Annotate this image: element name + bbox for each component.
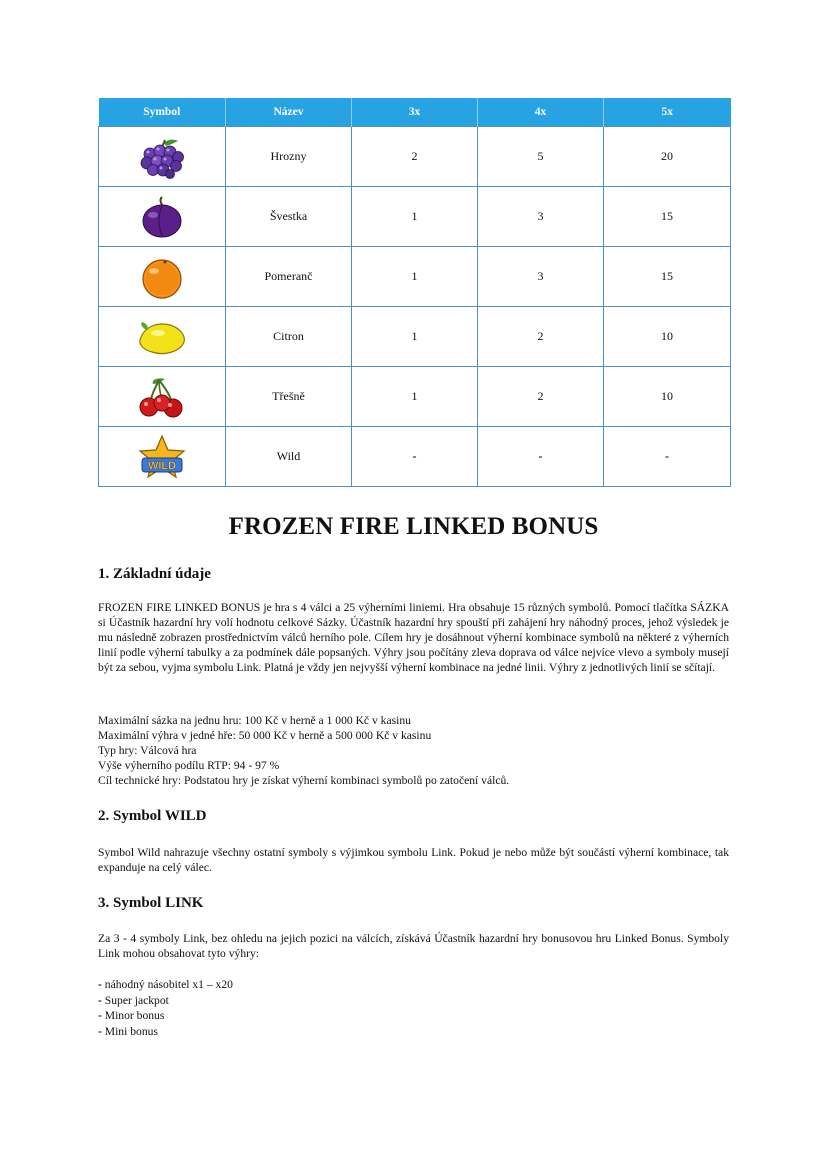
payout-4x: 5: [478, 127, 604, 187]
symbol-name: Wild: [226, 427, 352, 487]
list-item: - Super jackpot: [98, 993, 169, 1007]
fact-max-win: Maximální výhra v jedné hře: 50 000 Kč v herně a 500 000 Kč v kasinu: [98, 729, 432, 742]
table-row: [99, 367, 731, 427]
grapes-icon: [138, 137, 186, 179]
payout-4x: -: [478, 427, 604, 487]
table-row: [99, 307, 731, 367]
payout-4x: 2: [478, 367, 604, 427]
col-header-symbol: Symbol: [99, 98, 226, 127]
payout-3x: 1: [352, 367, 478, 427]
section-basic-paragraph: FROZEN FIRE LINKED BONUS je hra s 4 válci a 25 výherními liniemi. Hra obsahuje 15 různých symbolů. Pomocí tlačítka SÁZKA si Účastník hazardní hry volí hodnotu celkové Sázky. Účastník hazardní hry spouští při zahájení hry náhodný proces, jehož výsledek je mu následně zobrazen prostřednictvím válců herního pole. Cílem hry je dosáhnout výherní kombinace symbolů na některé z výherních linií podle výherní tabulky a za podmínek dále popsaných. Výhry jsou počítány zleva doprava od válce nejvíce vlevo a symboly musejí být za sebou, vyjma symbolu Link. Platná je vždy jen nejvyšší výherní kombinace na jedné linii. Výhry z jednotlivých linií se sčítají.: [98, 601, 729, 674]
fact-game-type: Typ hry: Válcová hra: [98, 744, 197, 757]
symbol-name: Pomeranč: [226, 247, 352, 307]
symbol-name: Švestka: [226, 187, 352, 247]
link-prizes-list: [98, 977, 233, 1039]
payout-3x: 1: [352, 307, 478, 367]
payout-5x: 15: [604, 187, 731, 247]
orange-icon: [138, 256, 186, 300]
plum-icon: [138, 196, 186, 240]
lemon-icon: [136, 318, 188, 358]
payout-4x: 3: [478, 247, 604, 307]
payout-3x: 1: [352, 247, 478, 307]
col-header-3x: 3x: [352, 98, 478, 127]
table-row: [99, 127, 731, 187]
col-header-name: Název: [226, 98, 352, 127]
table-row: [99, 427, 731, 487]
section-heading-basic: 1. Základní údaje: [98, 566, 211, 582]
paytable: [98, 98, 731, 487]
payout-3x: 1: [352, 187, 478, 247]
section-link-paragraph: Za 3 - 4 symboly Link, bez ohledu na jejich pozici na válcích, získává Účastník hazardní hry bonusovou hru Linked Bonus. Symboly Link mohou obsahovat tyto výhry:: [98, 932, 729, 960]
fact-rtp: Výše výherního podílu RTP: 94 - 97 %: [98, 759, 280, 772]
payout-4x: 3: [478, 187, 604, 247]
paytable-header: [99, 98, 731, 127]
col-header-5x: 5x: [604, 98, 731, 127]
payout-4x: 2: [478, 307, 604, 367]
fact-goal: Cíl technické hry: Podstatou hry je získat výherní kombinaci symbolů po zatočení válců.: [98, 774, 510, 787]
col-header-4x: 4x: [478, 98, 604, 127]
symbol-name: Třešně: [226, 367, 352, 427]
list-item: - Minor bonus: [98, 1009, 165, 1022]
list-item: - Mini bonus: [98, 1024, 158, 1038]
cherries-icon: [137, 376, 187, 420]
wild-star-icon: [134, 434, 190, 482]
document-title: FROZEN FIRE LINKED BONUS: [228, 513, 599, 540]
payout-5x: 15: [604, 247, 731, 307]
wild-badge-text: WILD: [147, 459, 177, 472]
payout-5x: 10: [604, 307, 731, 367]
fact-max-bet: Maximální sázka na jednu hru: 100 Kč v herně a 1 000 Kč v kasinu: [98, 714, 411, 727]
symbol-name: Citron: [226, 307, 352, 367]
section-heading-link: 3. Symbol LINK: [98, 895, 204, 911]
payout-5x: 10: [604, 367, 731, 427]
payout-3x: -: [352, 427, 478, 487]
table-row: [99, 247, 731, 307]
table-row: [99, 187, 731, 247]
section-wild-paragraph: Symbol Wild nahrazuje všechny ostatní symboly s výjimkou symbolu Link. Pokud je nebo může být součástí výherní kombinace, tak expanduje na celý válec.: [98, 846, 729, 874]
game-facts: [98, 713, 738, 788]
payout-5x: -: [604, 427, 731, 487]
section-heading-wild: 2. Symbol WILD: [98, 808, 207, 824]
list-item: - náhodný násobitel x1 – x20: [98, 978, 233, 991]
payout-5x: 20: [604, 127, 731, 187]
payout-3x: 2: [352, 127, 478, 187]
symbol-name: Hrozny: [226, 127, 352, 187]
